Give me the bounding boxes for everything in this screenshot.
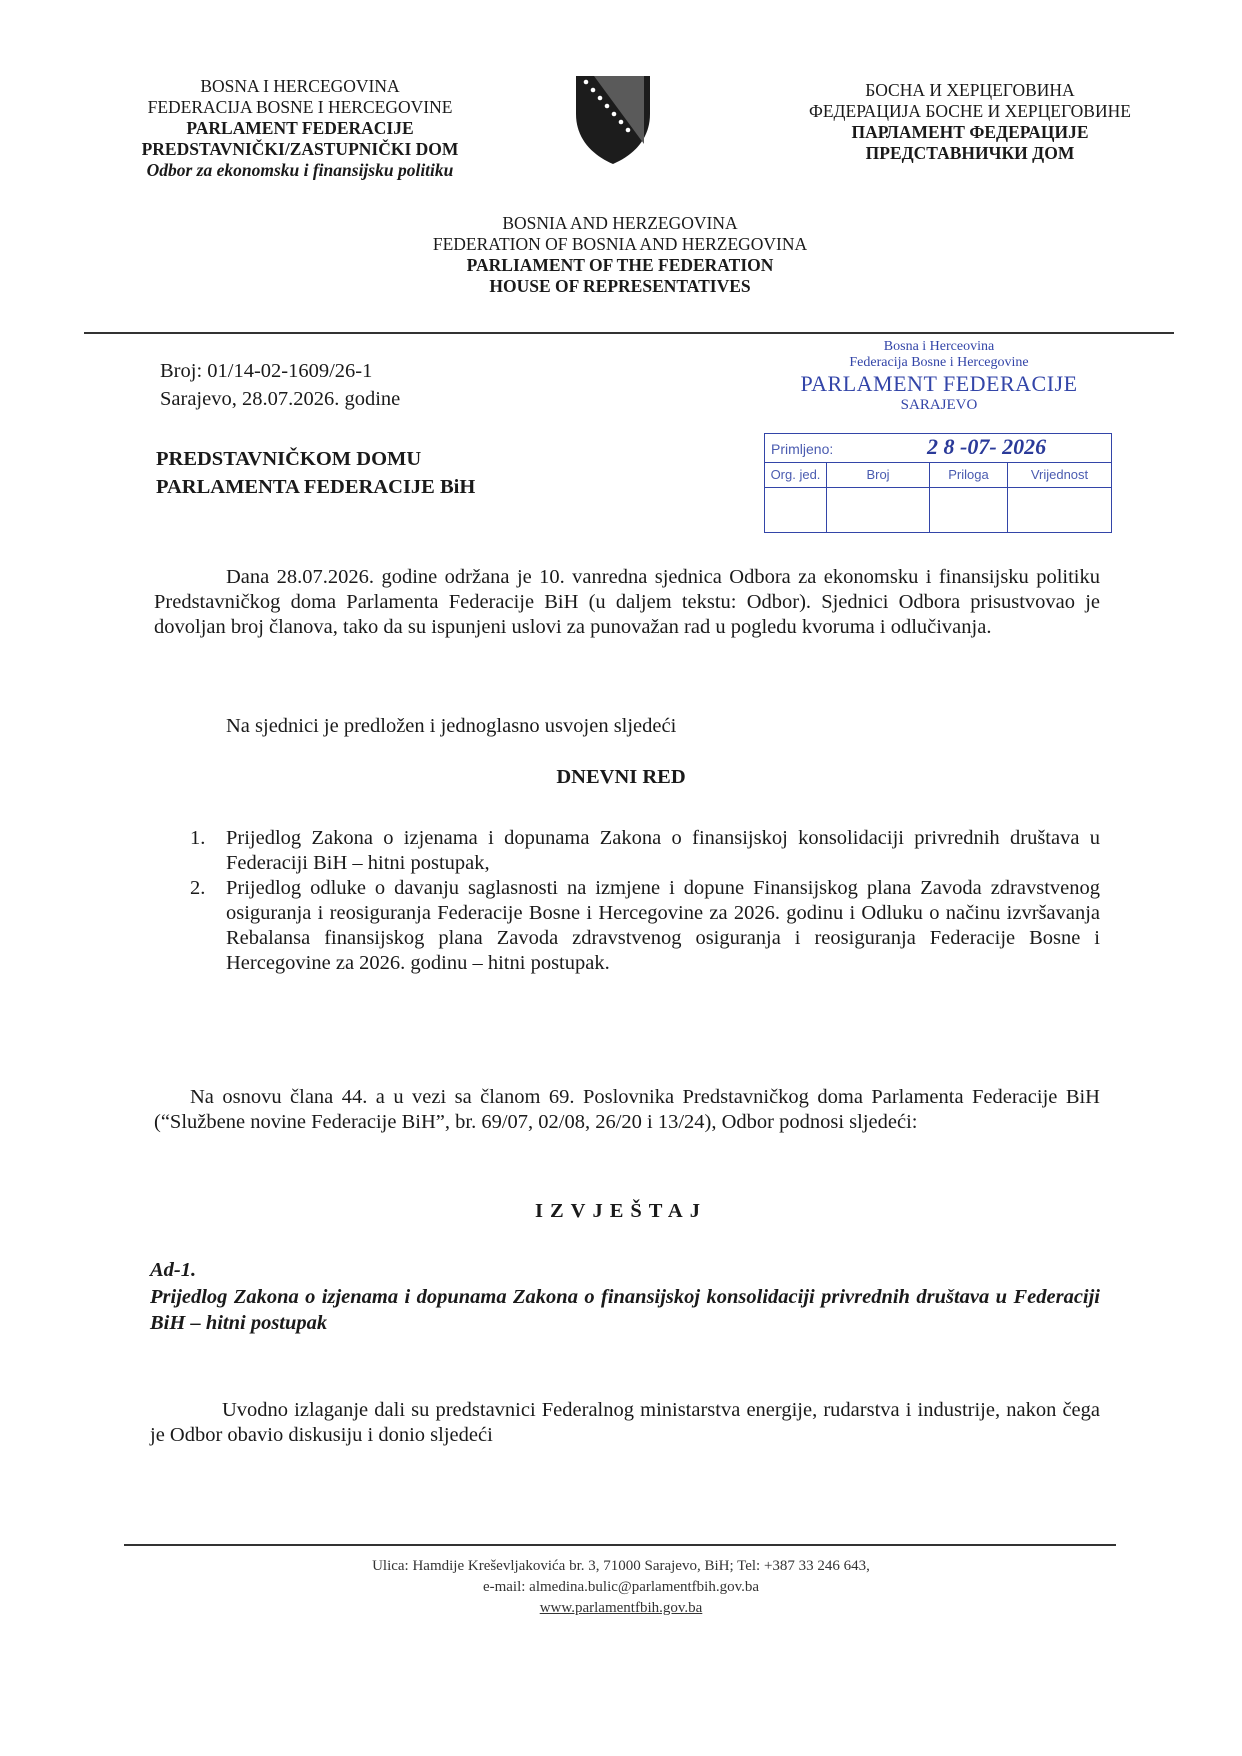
stamp-col-org: Org. jed. <box>765 463 827 487</box>
stamp-country: Bosna i Herceovina <box>883 339 995 354</box>
ad1-paragraph: Uvodno izlaganje dali su predstavnici Federalnog ministarstva energije, rudarstva i industrije, nakon čega je Odbor obavio diskusiju i donio sljedeći <box>150 1399 1100 1446</box>
stamp-federation: Federacija Bosne i Hercegovine <box>849 355 1029 370</box>
agenda-item-text: Prijedlog odluke o davanju saglasnosti na izmjene i dopune Finansijskog plana Zavoda zdravstvenog osiguranja i reosiguranja Federacije Bosne i Hercegovine za 2026. godinu i Odluku o načinu izvršavanja Rebalansa finansijskog plana Zavoda zdravstvenog osiguranja i reosiguranja Federacije Bosne i Hercegovine za 2026. godinu – hitni postupak. <box>226 877 1100 974</box>
stamp-cell <box>930 488 1008 532</box>
header-left-parliament: PARLAMENT FEDERACIJE <box>186 118 414 138</box>
intro-paragraph: Dana 28.07.2026. godine održana je 10. vanredna sjednica Odbora za ekonomsku i finansijsku politiku Predstavničkog doma Parlamenta Federacije BiH (u daljem tekstu: Odbor). Sjednici Odbora prisustvovao je dovoljan broj članova, tako da su ispunjeni uslovi za punovažan rad u pogledu kvoruma i odlučivanja. <box>154 566 1100 638</box>
stamp-city: SARAJEVO <box>900 397 978 413</box>
stamp-received-row <box>765 434 1111 463</box>
header-left-house: PREDSTAVNIČKI/ZASTUPNIČKI DOM <box>141 139 459 159</box>
header-right-parliament: ПАРЛАМЕНТ ФЕДЕРАЦИЈЕ <box>851 122 1089 142</box>
reception-stamp <box>764 339 1114 482</box>
legal-basis-paragraph: Na osnovu člana 44. a u vezi sa članom 69. Poslovnika Predstavničkog doma Parlamenta Federacije BiH (“Službene novine Federacije BiH”, br. 69/07, 02/08, 26/20 i 13/24), Odbor podnosi sljedeći: <box>154 1086 1100 1133</box>
stamp-parliament: PARLAMENT FEDERACIJE <box>800 371 1078 396</box>
ad1-label: Ad-1. <box>150 1259 197 1281</box>
addressee-line-2: PARLAMENTA FEDERACIJE BiH <box>156 476 476 498</box>
header-center-house: HOUSE OF REPRESENTATIVES <box>489 276 751 296</box>
header-right-country: БОСНА И ХЕРЦЕГОВИНА <box>865 80 1075 100</box>
addressee-block <box>156 445 475 501</box>
footer-divider <box>124 1544 1116 1546</box>
header-center-parliament: PARLIAMENT OF THE FEDERATION <box>466 255 774 275</box>
reference-place-date: Sarajevo, 28.07.2026. godine <box>160 388 401 410</box>
header-left <box>80 76 520 181</box>
stamp-col-number: Broj <box>827 463 930 487</box>
footer-website-link[interactable]: www.parlamentfbih.gov.ba <box>539 1600 703 1616</box>
coat-of-arms-icon <box>574 74 652 166</box>
agenda-item-number: 2. <box>190 877 206 899</box>
stamp-table <box>764 433 1112 533</box>
stamp-cell <box>765 488 827 532</box>
footer-address: Ulica: Hamdije Kreševljakovića br. 3, 71000 Sarajevo, BiH; Tel: +387 33 246 643, <box>372 1558 870 1574</box>
footer <box>0 1556 1242 1619</box>
header-left-country: BOSNA I HERCEGOVINA <box>200 76 400 96</box>
agenda-heading: DNEVNI RED <box>556 766 686 788</box>
stamp-col-value: Vrijednost <box>1030 467 1089 482</box>
header-right-house: ПРЕДСТАВНИЧКИ ДОМ <box>865 143 1075 163</box>
header-center-federation: FEDERATION OF BOSNIA AND HERZEGOVINA <box>432 234 808 254</box>
agenda-item <box>190 876 1100 976</box>
header-right <box>730 80 1210 164</box>
stamp-header-row <box>765 463 1111 488</box>
agenda-list <box>190 826 1100 976</box>
stamp-empty-row <box>765 488 1111 532</box>
header-center-country: BOSNIA AND HERZEGOVINA <box>502 213 738 233</box>
stamp-cell <box>827 488 930 532</box>
header-left-federation: FEDERACIJA BOSNE I HERCEGOVINE <box>147 97 453 117</box>
header-right-federation: ФЕДЕРАЦИЈА БОСНЕ И ХЕРЦЕГОВИНЕ <box>809 101 1131 121</box>
agenda-item-number: 1. <box>190 827 206 849</box>
stamp-received-label: Primljeno: <box>771 441 834 457</box>
agenda-item-text: Prijedlog Zakona o izjenama i dopunama Zakona o finansijskoj konsolidaciji privrednih društava u Federaciji BiH – hitni postupak, <box>226 827 1100 874</box>
report-heading: IZVJEŠTAJ <box>535 1200 707 1222</box>
reference-number: Broj: 01/14-02-1609/26-1 <box>160 360 373 382</box>
stamp-cell <box>1008 488 1111 532</box>
header-left-committee: Odbor za ekonomsku i finansijsku politiku <box>146 160 454 180</box>
reference-block <box>160 357 400 413</box>
stamp-col-attachments: Priloga <box>930 463 1008 487</box>
addressee-line-1: PREDSTAVNIČKOM DOMU <box>156 448 422 470</box>
stamp-received-date: 2 8 -07- 2026 <box>927 434 1047 459</box>
adoption-sentence: Na sjednici je predložen i jednoglasno usvojen sljedeći <box>226 715 677 737</box>
header-center <box>300 213 940 297</box>
agenda-item <box>190 826 1100 876</box>
footer-email: e-mail: almedina.bulic@parlamentfbih.gov.ba <box>482 1579 760 1595</box>
ad1-title: Prijedlog Zakona o izjenama i dopunama Zakona o finansijskoj konsolidaciji privrednih društava u Federaciji BiH – hitni postupak <box>150 1286 1100 1334</box>
header-divider <box>84 332 1174 334</box>
